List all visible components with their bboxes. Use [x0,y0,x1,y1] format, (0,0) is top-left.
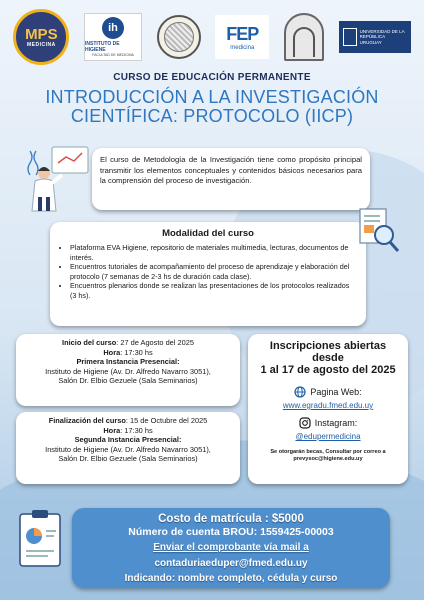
page-title: INTRODUCCIÓN A LA INVESTIGACIÓN CIENTÍFICA: PROTOCOLO (IICP) [45,87,379,126]
instituto-higiene-logo [84,13,142,61]
inscripciones-line1: Inscripciones abiertas [269,340,387,352]
udelar-emblem-icon [343,28,357,46]
instagram-label: Instagram: [314,418,358,428]
seal-emblem [164,22,194,52]
scientist-illustration [22,143,94,213]
clipboard-illustration [16,508,66,570]
web-label: Pagina Web: [310,387,362,397]
fin-instancia-line: Segunda Instancia Presencial: [74,435,182,445]
mps-logo-arc-text: MEDICINA [26,41,56,48]
send-email[interactable]: contaduriaeduper@fmed.edu.uy [154,557,308,569]
inicio-date-line [22,338,234,348]
fin-lugar1: Instituto de Higiene (Av. Dr. Alfredo Navarro 3051), [45,444,211,454]
fin-instancia: Segunda Instancia Presencial [74,435,179,445]
inicio-instancia: Primera Instancia Presencial [76,357,178,367]
fin-label: Finalización del curso [48,416,126,425]
web-row [254,386,402,398]
send-line3: Indicando: nombre completo, cédula y curso [124,573,338,584]
inicio-instancia-line: Primera Instancia Presencial: [76,357,180,367]
fep-logo-subtext: medicina [230,44,255,51]
arch-logo [284,13,324,61]
cost-line: Costo de matrícula : $5000 [158,513,304,525]
inicio-date: : 27 de Agosto del 2025 [116,338,194,347]
intro-panel [92,148,370,210]
mps-logo [13,9,69,65]
inicio-hora-label: Hora [103,347,121,357]
fep-logo [215,15,269,59]
account-line: Número de cuenta BROU: 1559425-00003 [128,526,334,538]
ih-line1: INSTITUTO DE HIGIENE [84,41,120,53]
document-magnifier-illustration [354,205,402,255]
logo-strip [0,6,424,68]
ih-line2: FACULTAD DE MEDICINA [92,53,134,57]
fin-lugar2: Salón Dr. Elbio Gezuele (Sala Seminarios) [58,454,198,464]
modalidad-heading: Modalidad del curso [162,228,254,239]
udelar-logo [339,21,411,53]
inicio-hora: : 17:30 hs [120,347,153,357]
inscripciones-panel [248,334,408,484]
instagram-row [254,417,402,429]
instagram-icon [299,417,311,429]
seal-logo [157,15,201,59]
inicio-lugar1: Instituto de Higiene (Av. Dr. Alfredo Navarro 3051), [45,366,211,376]
fin-hora-line [22,426,234,436]
inicio-panel [16,334,240,406]
list-item: • Plataforma EVA Higiene, repositorio de materiales multimedia, lecturas, documentos de interés. [70,243,356,262]
inicio-lugar2: Salón Dr. Elbio Gezuele (Sala Seminarios) [58,376,198,386]
instagram-link[interactable]: @edupermedicina [295,432,361,441]
becas-note: Se otorgarán becas, Consultar por correo a prevysoc@higiene.edu.uy [270,449,386,462]
fep-logo-text: FEP [226,23,259,44]
fin-date: : 15 de Octubre del 2025 [125,416,208,425]
mps-logo-initials: MPS [25,25,58,43]
udelar-logo-text: UNIVERSIDAD DE LA REPÚBLICA URUGUAY [359,28,405,45]
finalizacion-panel [16,412,240,484]
arch-icon [293,27,315,57]
send-line1: Enviar el comprobante vía mail a [153,542,309,553]
fin-hora: : 17:30 hs [120,425,153,435]
globe-icon [294,386,306,398]
inscripciones-dates: 1 al 17 de agosto del 2025 [260,364,396,376]
list-item: • Encuentros tutoriales de acompañamiento del proceso de aprendizaje y elaboración del protocolo (7 semanas de 2-3 hs de duración cada clase). [70,262,356,281]
modalidad-list [60,243,356,301]
inicio-hora-line [22,348,234,358]
list-item: • Encuentros plenarios donde se realizan las presentaciones de los protocolos realizados (3 hs). [70,281,356,300]
fin-hora-label: Hora [103,425,121,435]
course-kicker: CURSO DE EDUCACIÓN PERMANENTE [113,72,311,83]
website-link[interactable]: www.egradu.fmed.edu.uy [282,401,374,410]
intro-text: El curso de Metodología de la Investigación tiene como propósito principal transmitir los elementos conceptuales y contenidos básicos necesarios para la comprensión del proceso de investigación. [100,155,362,185]
ih-mark: ih [102,17,124,39]
inicio-label: Inicio del curso [62,338,117,347]
modalidad-panel [50,222,366,326]
payment-panel [72,508,390,588]
inscripciones-line2: desde [312,352,344,364]
fin-date-line [22,416,234,426]
